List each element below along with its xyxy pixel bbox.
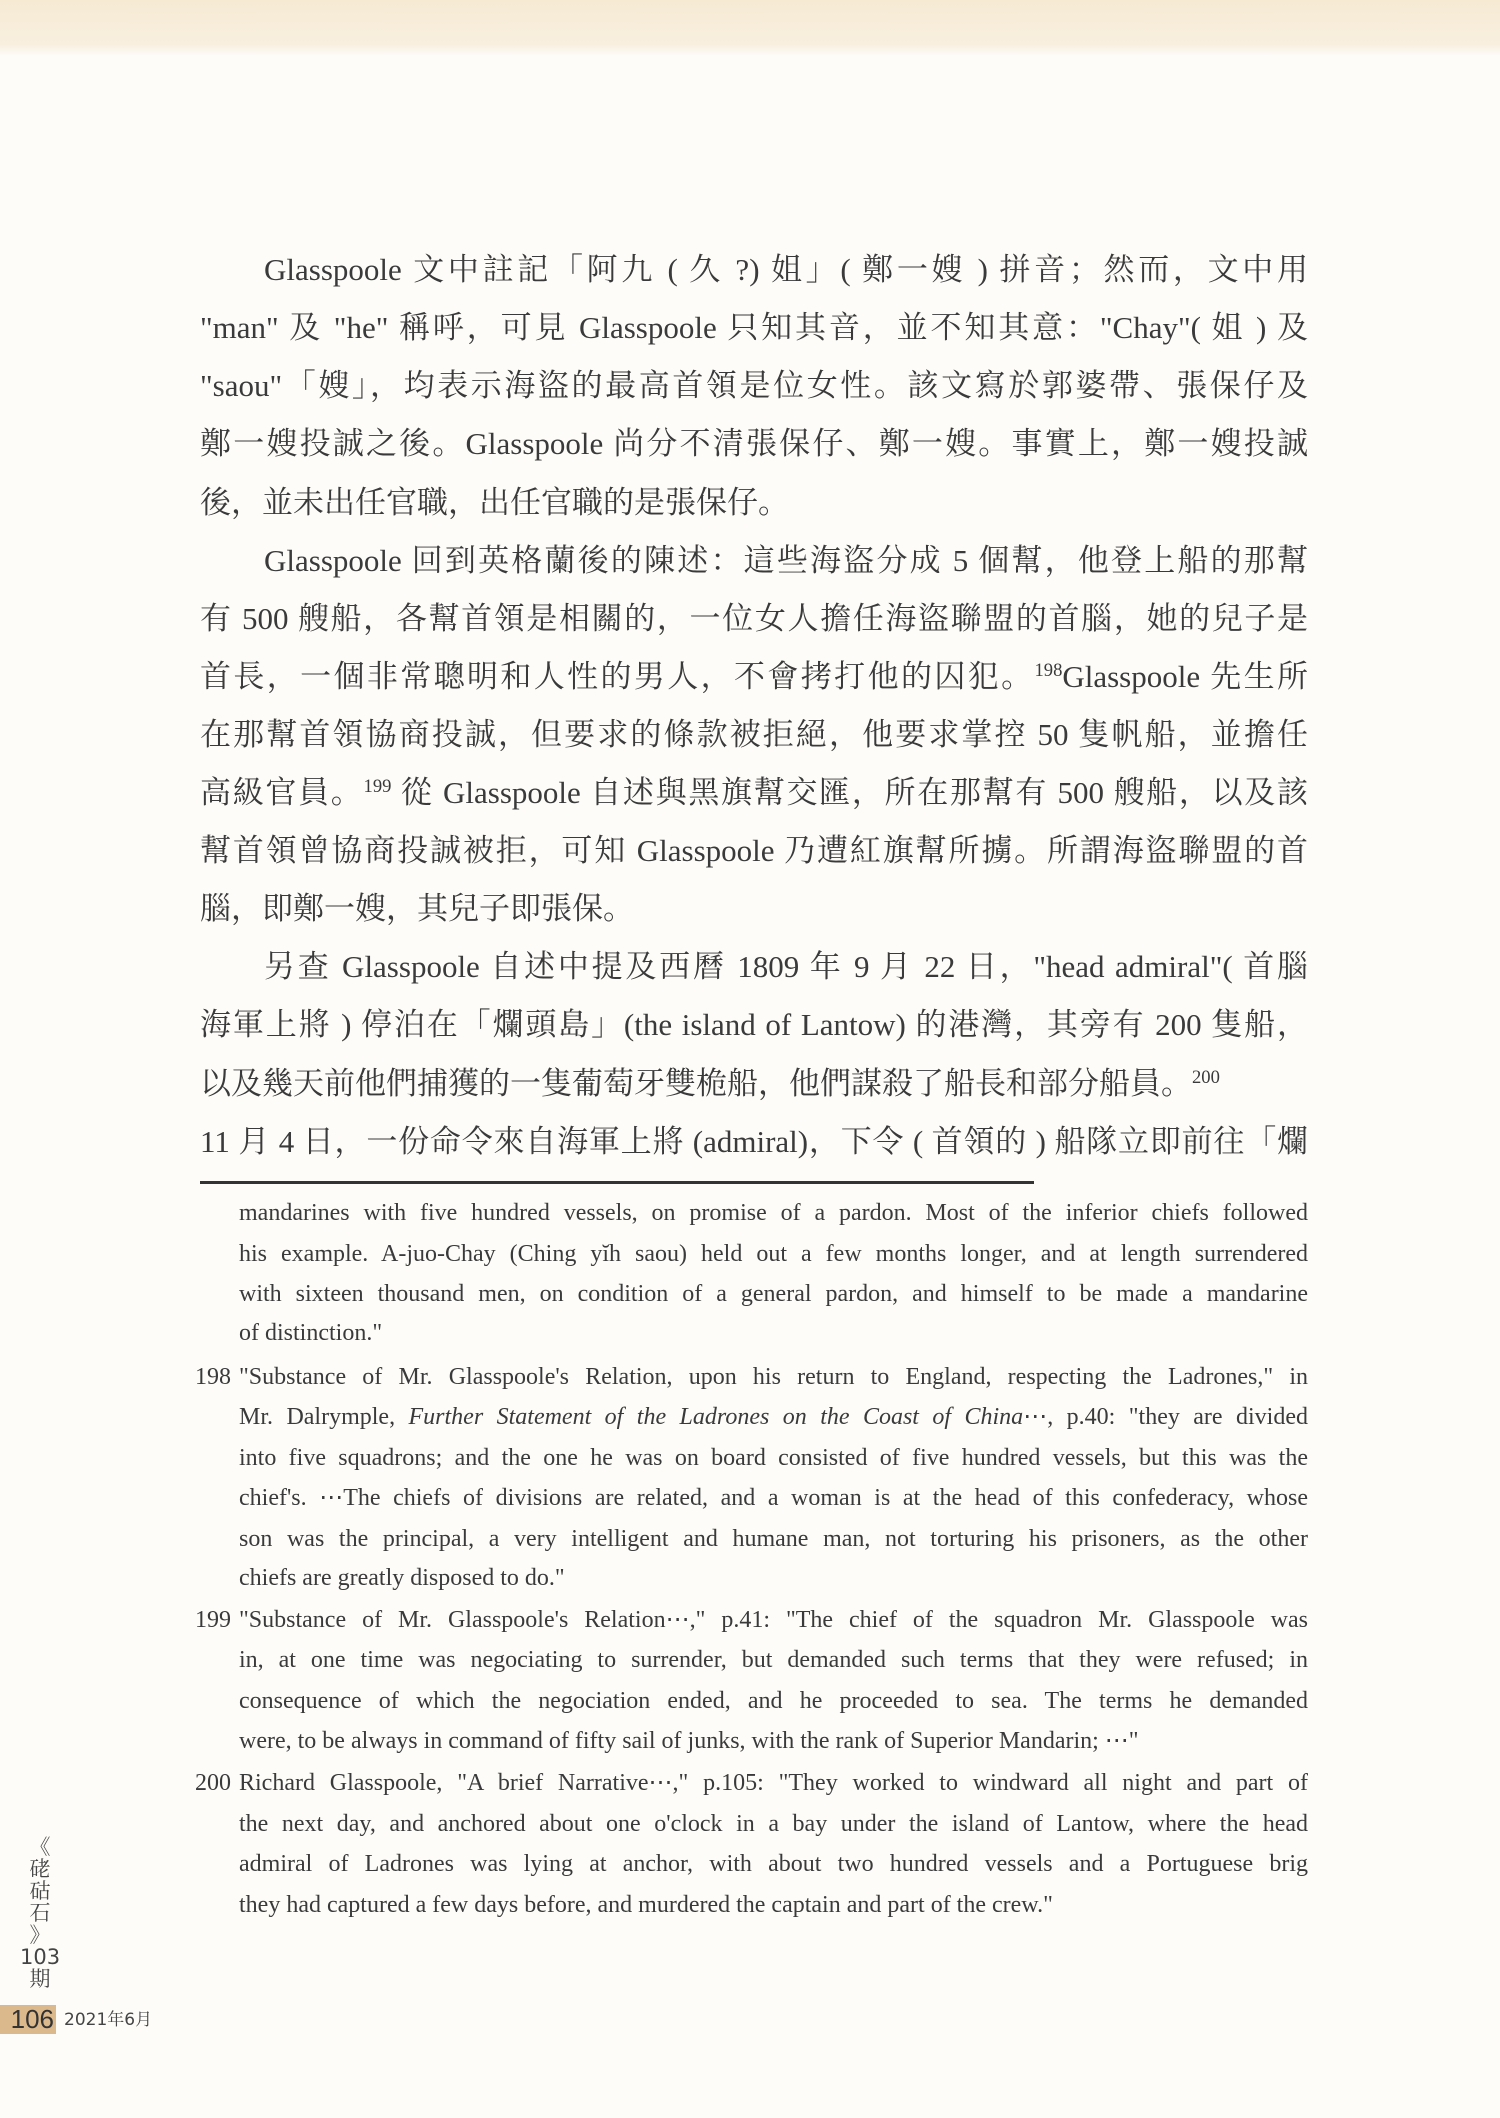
text-segment: 另查 Glasspoole 自述中提及西曆 1809 年 9 月 22 日，"head admiral"( 首腦 (264, 949, 1308, 984)
footnote-line (239, 1278, 1308, 1310)
journal-title-char: 期 (29, 1967, 51, 1991)
body-line (264, 249, 1308, 291)
text-segment: chiefs are greatly disposed to do." (239, 1565, 565, 1591)
text-segment: "man" 及 "he" 稱呼，可見 Glasspoole 只知其音，並不知其意："Chay"( 姐 ) 及 (200, 310, 1308, 345)
text-segment: "Substance of Mr. Glasspoole's Relation⋯," p.41: "The chief of the squadron Mr. Glasspoole was (239, 1607, 1308, 1633)
footnote-reference: 199 (363, 775, 392, 797)
text-segment: Glasspoole 文中註記「阿九 ( 久 ?) 姐」( 鄭一嫂 ) 拼音；然而，文中用 (264, 252, 1308, 287)
text-segment: his example. A-juo-Chay (Ching yĭh saou) held out a few months longer, and at length surrendered (239, 1241, 1308, 1267)
text-segment: into five squadrons; and the one he was on board consisted of five hundred vessels, but this was the (239, 1445, 1308, 1471)
text-segment: 腦，即鄭一嫂，其兒子即張保。 (200, 891, 634, 926)
journal-title-char: 硓 (29, 1857, 51, 1881)
text-segment: 海軍上將 ) 停泊在「爛頭島」(the island of Lantow) 的港灣，其旁有 200 隻船， (200, 1007, 1308, 1042)
footnote-line (239, 1562, 1308, 1594)
text-segment: 首長，一個非常聰明和人性的男人，不會拷打他的囚犯。 (200, 659, 1035, 694)
text-segment: the next day, and anchored about one o'clock in a bay under the island of Lantow, where the head (239, 1811, 1308, 1837)
footnote-number: 198 (195, 1364, 231, 1390)
text-segment: son was the principal, a very intelligent and humane man, not torturing his prisoners, as the other (239, 1526, 1308, 1552)
text-segment: were, to be always in command of fifty sail of junks, with the rank of Superior Mandarin; ⋯" (239, 1728, 1139, 1754)
body-line (200, 714, 1308, 756)
text-segment: 在那幫首領協商投誠，但要求的條款被拒絕，他要求掌控 50 隻帆船，並擔任 (200, 717, 1308, 752)
footnote-separator (200, 1181, 1034, 1184)
footnote-line (239, 1238, 1308, 1270)
text-segment: 幫首領曾協商投誠被拒，可知 Glasspoole 乃遭紅旗幫所擄。所謂海盜聯盟的首 (200, 833, 1308, 868)
footnote-number: 199 (195, 1607, 231, 1633)
body-line (200, 772, 1308, 814)
footnote-line (239, 1767, 1308, 1799)
italic-title: Further Statement of the Ladrones on the Coast of China (408, 1404, 1024, 1430)
footnote-line (239, 1685, 1308, 1717)
text-segment: 高級官員。 (200, 775, 364, 810)
footnote-reference: 198 (1034, 659, 1063, 681)
body-line (264, 540, 1308, 582)
text-segment: Mr. Dalrymple, (239, 1404, 409, 1430)
text-segment: Glasspoole 先生所 (1062, 659, 1309, 694)
text-segment: of distinction." (239, 1320, 383, 1346)
text-segment: 後，並未出任官職，出任官職的是張保仔。 (200, 485, 789, 520)
text-segment: 11 月 4 日，一份命令來自海軍上將 (admiral)，下令 ( 首領的 ) 船隊立即前往「爛 (200, 1124, 1308, 1159)
footnote-line (239, 1442, 1308, 1474)
page-number: 106 (0, 2005, 56, 2034)
footnote-line (239, 1644, 1308, 1676)
body-line (264, 946, 1308, 988)
journal-title-char: 《 (29, 1835, 51, 1859)
body-line (200, 888, 1308, 930)
text-segment: chief's. ⋯The chiefs of divisions are related, and a woman is at the head of this confederacy, whose (239, 1485, 1308, 1511)
text-segment: ⋯, p.40: "they are divided (1023, 1404, 1308, 1430)
text-segment: with sixteen thousand men, on condition of a general pardon, and himself to be made a mandarine (239, 1281, 1308, 1307)
body-line (200, 1063, 1308, 1105)
body-line (200, 830, 1308, 872)
body-line (200, 1121, 1308, 1163)
text-segment: consequence of which the negociation ended, and he proceeded to sea. The terms he demanded (239, 1688, 1308, 1714)
footnote-line (239, 1808, 1308, 1840)
text-segment: 以及幾天前他們捕獲的一隻葡萄牙雙桅船，他們謀殺了船長和部分船員。 (200, 1066, 1192, 1101)
footnote-line (239, 1725, 1308, 1757)
footnote-line (239, 1889, 1308, 1921)
footnote-line (239, 1604, 1308, 1636)
body-line (200, 307, 1308, 349)
footnote-line (239, 1197, 1308, 1229)
body-line (200, 1004, 1308, 1046)
journal-title-vertical (20, 1836, 60, 1990)
body-line (200, 598, 1308, 640)
body-line (200, 423, 1308, 465)
body-line (200, 482, 1308, 524)
text-segment: in, at one time was negociating to surrender, but demanded such terms that they were refused; in (239, 1647, 1308, 1673)
footnote-line (239, 1482, 1308, 1514)
text-segment: Glasspoole 回到英格蘭後的陳述：這些海盜分成 5 個幫，他登上船的那幫 (264, 543, 1308, 578)
text-segment: they had captured a few days before, and murdered the captain and part of the crew." (239, 1892, 1053, 1918)
footnote-line (239, 1523, 1308, 1555)
journal-title-char: 》 (29, 1923, 51, 1947)
text-segment: admiral of Ladrones was lying at anchor, with about two hundred vessels and a Portuguese brig (239, 1851, 1308, 1877)
page-top-band (0, 0, 1500, 56)
text-segment: Richard Glasspoole, "A brief Narrative⋯," p.105: "They worked to windward all night and part of (239, 1770, 1308, 1796)
body-line (200, 365, 1308, 407)
footnote-line (239, 1317, 1308, 1349)
journal-title-char: 石 (29, 1901, 51, 1925)
footnote-line (239, 1401, 1308, 1433)
text-segment: mandarines with five hundred vessels, on promise of a pardon. Most of the inferior chiefs followed (239, 1200, 1308, 1226)
text-segment: 從 Glasspoole 自述與黑旗幫交匯，所在那幫有 500 艘船，以及該 (391, 775, 1308, 810)
footnote-line (239, 1848, 1308, 1880)
footnote-line (239, 1361, 1308, 1393)
issue-date: 2021年6月 (64, 2010, 153, 2030)
footnote-reference: 200 (1192, 1066, 1220, 1088)
text-segment: "Substance of Mr. Glasspoole's Relation, upon his return to England, respecting the Ladrones," in (239, 1364, 1308, 1390)
text-segment: 鄭一嫂投誠之後。Glasspoole 尚分不清張保仔、鄭一嫂。事實上，鄭一嫂投誠 (200, 426, 1308, 461)
text-segment: 有 500 艘船，各幫首領是相關的，一位女人擔任海盜聯盟的首腦，她的兒子是 (200, 601, 1308, 636)
text-segment: "saou"「嫂」，均表示海盜的最高首領是位女性。該文寫於郭婆帶、張保仔及 (200, 368, 1308, 403)
journal-title-char: 𥑮 (29, 1879, 51, 1903)
journal-title-char: 103 (20, 1945, 61, 1969)
body-line (200, 656, 1308, 698)
footnote-number: 200 (195, 1770, 231, 1796)
